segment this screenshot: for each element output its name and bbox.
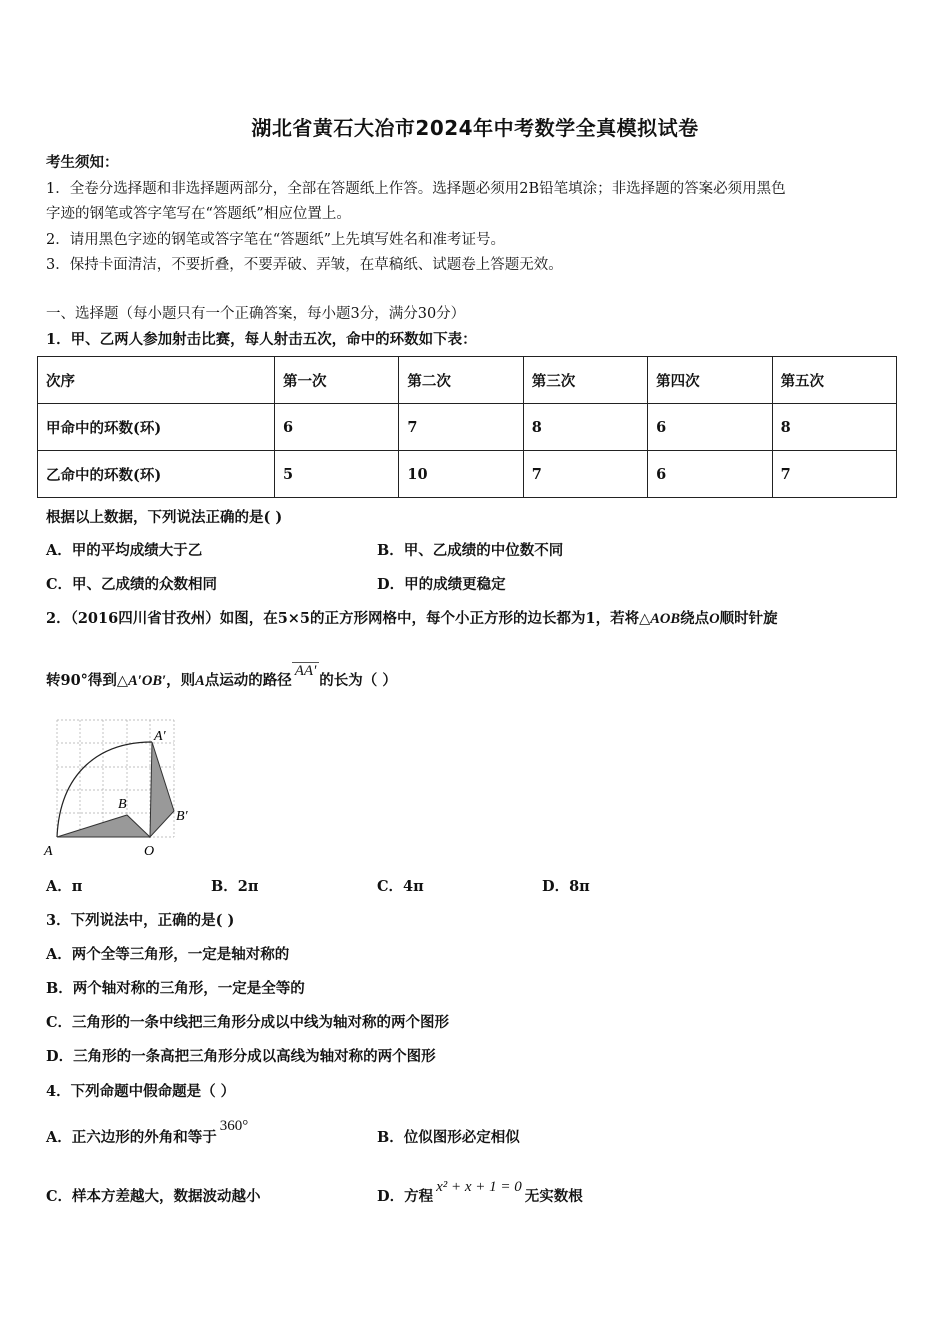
- q2-text: 的长为（ ）: [319, 672, 397, 689]
- notice-item-1-cont: 字迹的钢笔或答字笔写在“答题纸”相应位置上。: [46, 206, 351, 222]
- q2-option-d: D．8π: [542, 878, 590, 895]
- triangle-a-prime-ob-prime: [150, 742, 174, 837]
- q1-option-b: B．甲、乙成绩的中位数不同: [377, 542, 564, 559]
- notice-heading: 考生须知：: [46, 154, 119, 171]
- notice-item-2: 2．请用黑色字迹的钢笔或答字笔在“答题纸”上先填写姓名和准考证号。: [46, 232, 506, 248]
- table-cell: 6: [648, 404, 772, 451]
- q2-stem-line2: [46, 663, 397, 690]
- table-cell: 6: [275, 404, 399, 451]
- table-cell: 7: [399, 404, 523, 451]
- label-b-prime: B′: [176, 809, 188, 824]
- q1-option-c: C．甲、乙成绩的众数相同: [46, 576, 218, 593]
- table-header-cell: 第三次: [523, 357, 647, 404]
- score-table: [37, 356, 897, 498]
- q4-option-a-math: 360°: [219, 1118, 249, 1134]
- q4-option-b: B．位似图形必定相似: [377, 1129, 520, 1146]
- table-cell: 7: [523, 451, 647, 498]
- rotation-figure: [40, 712, 200, 862]
- table-header-cell: 次序: [38, 357, 275, 404]
- q2-text: 顺时针旋: [719, 610, 778, 627]
- table-cell: 8: [523, 404, 647, 451]
- table-cell: 5: [275, 451, 399, 498]
- q4-option-c: C．样本方差越大，数据波动越小: [46, 1188, 261, 1205]
- q4-option-a: [46, 1118, 249, 1147]
- q2-text: 绕点: [680, 610, 710, 627]
- q4-option-a-text: A．正六边形的外角和等于: [46, 1129, 217, 1146]
- page-title: 湖北省黄石大冶市2024年中考数学全真模拟试卷: [251, 116, 699, 140]
- table-cell: 7: [772, 451, 896, 498]
- triangle-aob: [57, 815, 150, 837]
- q3-stem: 3．下列说法中，正确的是( ): [46, 912, 235, 929]
- q2-text: 点运动的路径: [204, 672, 292, 689]
- table-header-cell: 第二次: [399, 357, 523, 404]
- q2-text: 转90°得到△: [46, 672, 129, 689]
- arc-aa-prime: AA': [292, 662, 320, 679]
- q2-option-a: A．π: [46, 878, 83, 895]
- q1-option-d: D．甲的成绩更稳定: [377, 576, 506, 593]
- notice-item-1: 1．全卷分选择题和非选择题两部分，全部在答题纸上作答。选择题必须用2B铅笔填涂；非选择题的答案必须用黑色: [46, 181, 786, 197]
- table-row: [38, 404, 897, 451]
- table-header-cell: 第一次: [275, 357, 399, 404]
- q2-option-c: C．4π: [377, 878, 424, 895]
- q2-math: A: [195, 673, 205, 689]
- q2-text: ，则: [166, 672, 196, 689]
- table-cell: 甲命中的环数(环): [38, 404, 275, 451]
- q2-option-b: B．2π: [211, 878, 259, 895]
- table-header-cell: 第五次: [772, 357, 896, 404]
- q2-stem-line1: [46, 607, 778, 628]
- q4-option-d-text: D．方程: [377, 1188, 434, 1205]
- q1-option-a: A．甲的平均成绩大于乙: [46, 542, 203, 559]
- q2-math: AOB: [650, 611, 681, 627]
- label-o: O: [144, 844, 155, 859]
- table-header-row: [38, 357, 897, 404]
- section-heading: 一、选择题（每小题只有一个正确答案，每小题3分，满分30分）: [46, 306, 466, 322]
- table-cell: 10: [399, 451, 523, 498]
- notice-item-3: 3．保持卡面清洁，不要折叠，不要弄破、弄皱，在草稿纸、试题卷上答题无效。: [46, 257, 563, 273]
- table-cell: 乙命中的环数(环): [38, 451, 275, 498]
- label-a: A: [44, 844, 53, 859]
- q2-text: 2．（2016四川省甘孜州）如图，在5×5的正方形网格中，每个小正方形的边长都为1，若将△: [46, 610, 651, 627]
- table-cell: 8: [772, 404, 896, 451]
- q2-math: A′OB′: [128, 673, 167, 689]
- q4-option-d: [377, 1179, 583, 1206]
- table-row: [38, 451, 897, 498]
- q4-option-d-text: 无实数根: [524, 1188, 583, 1205]
- label-b: B: [118, 797, 127, 812]
- q3-option-c: C．三角形的一条中线把三角形分成以中线为轴对称的两个图形: [46, 1014, 450, 1031]
- table-cell: 6: [648, 451, 772, 498]
- q4-stem: 4．下列命题中假命题是（ ）: [46, 1083, 236, 1100]
- label-a-prime: A′: [154, 729, 166, 744]
- q1-question: 根据以上数据，下列说法正确的是( ): [46, 509, 283, 526]
- q3-option-a: A．两个全等三角形，一定是轴对称的: [46, 946, 290, 963]
- q2-math: O: [709, 611, 720, 627]
- q3-option-b: B．两个轴对称的三角形，一定是全等的: [46, 980, 305, 997]
- table-header-cell: 第四次: [648, 357, 772, 404]
- q1-stem: 1．甲、乙两人参加射击比赛，每人射击五次，命中的环数如下表：: [46, 331, 477, 348]
- q4-option-d-math: x² + x + 1 = 0: [436, 1179, 522, 1195]
- q3-option-d: D．三角形的一条高把三角形分成以高线为轴对称的两个图形: [46, 1048, 436, 1065]
